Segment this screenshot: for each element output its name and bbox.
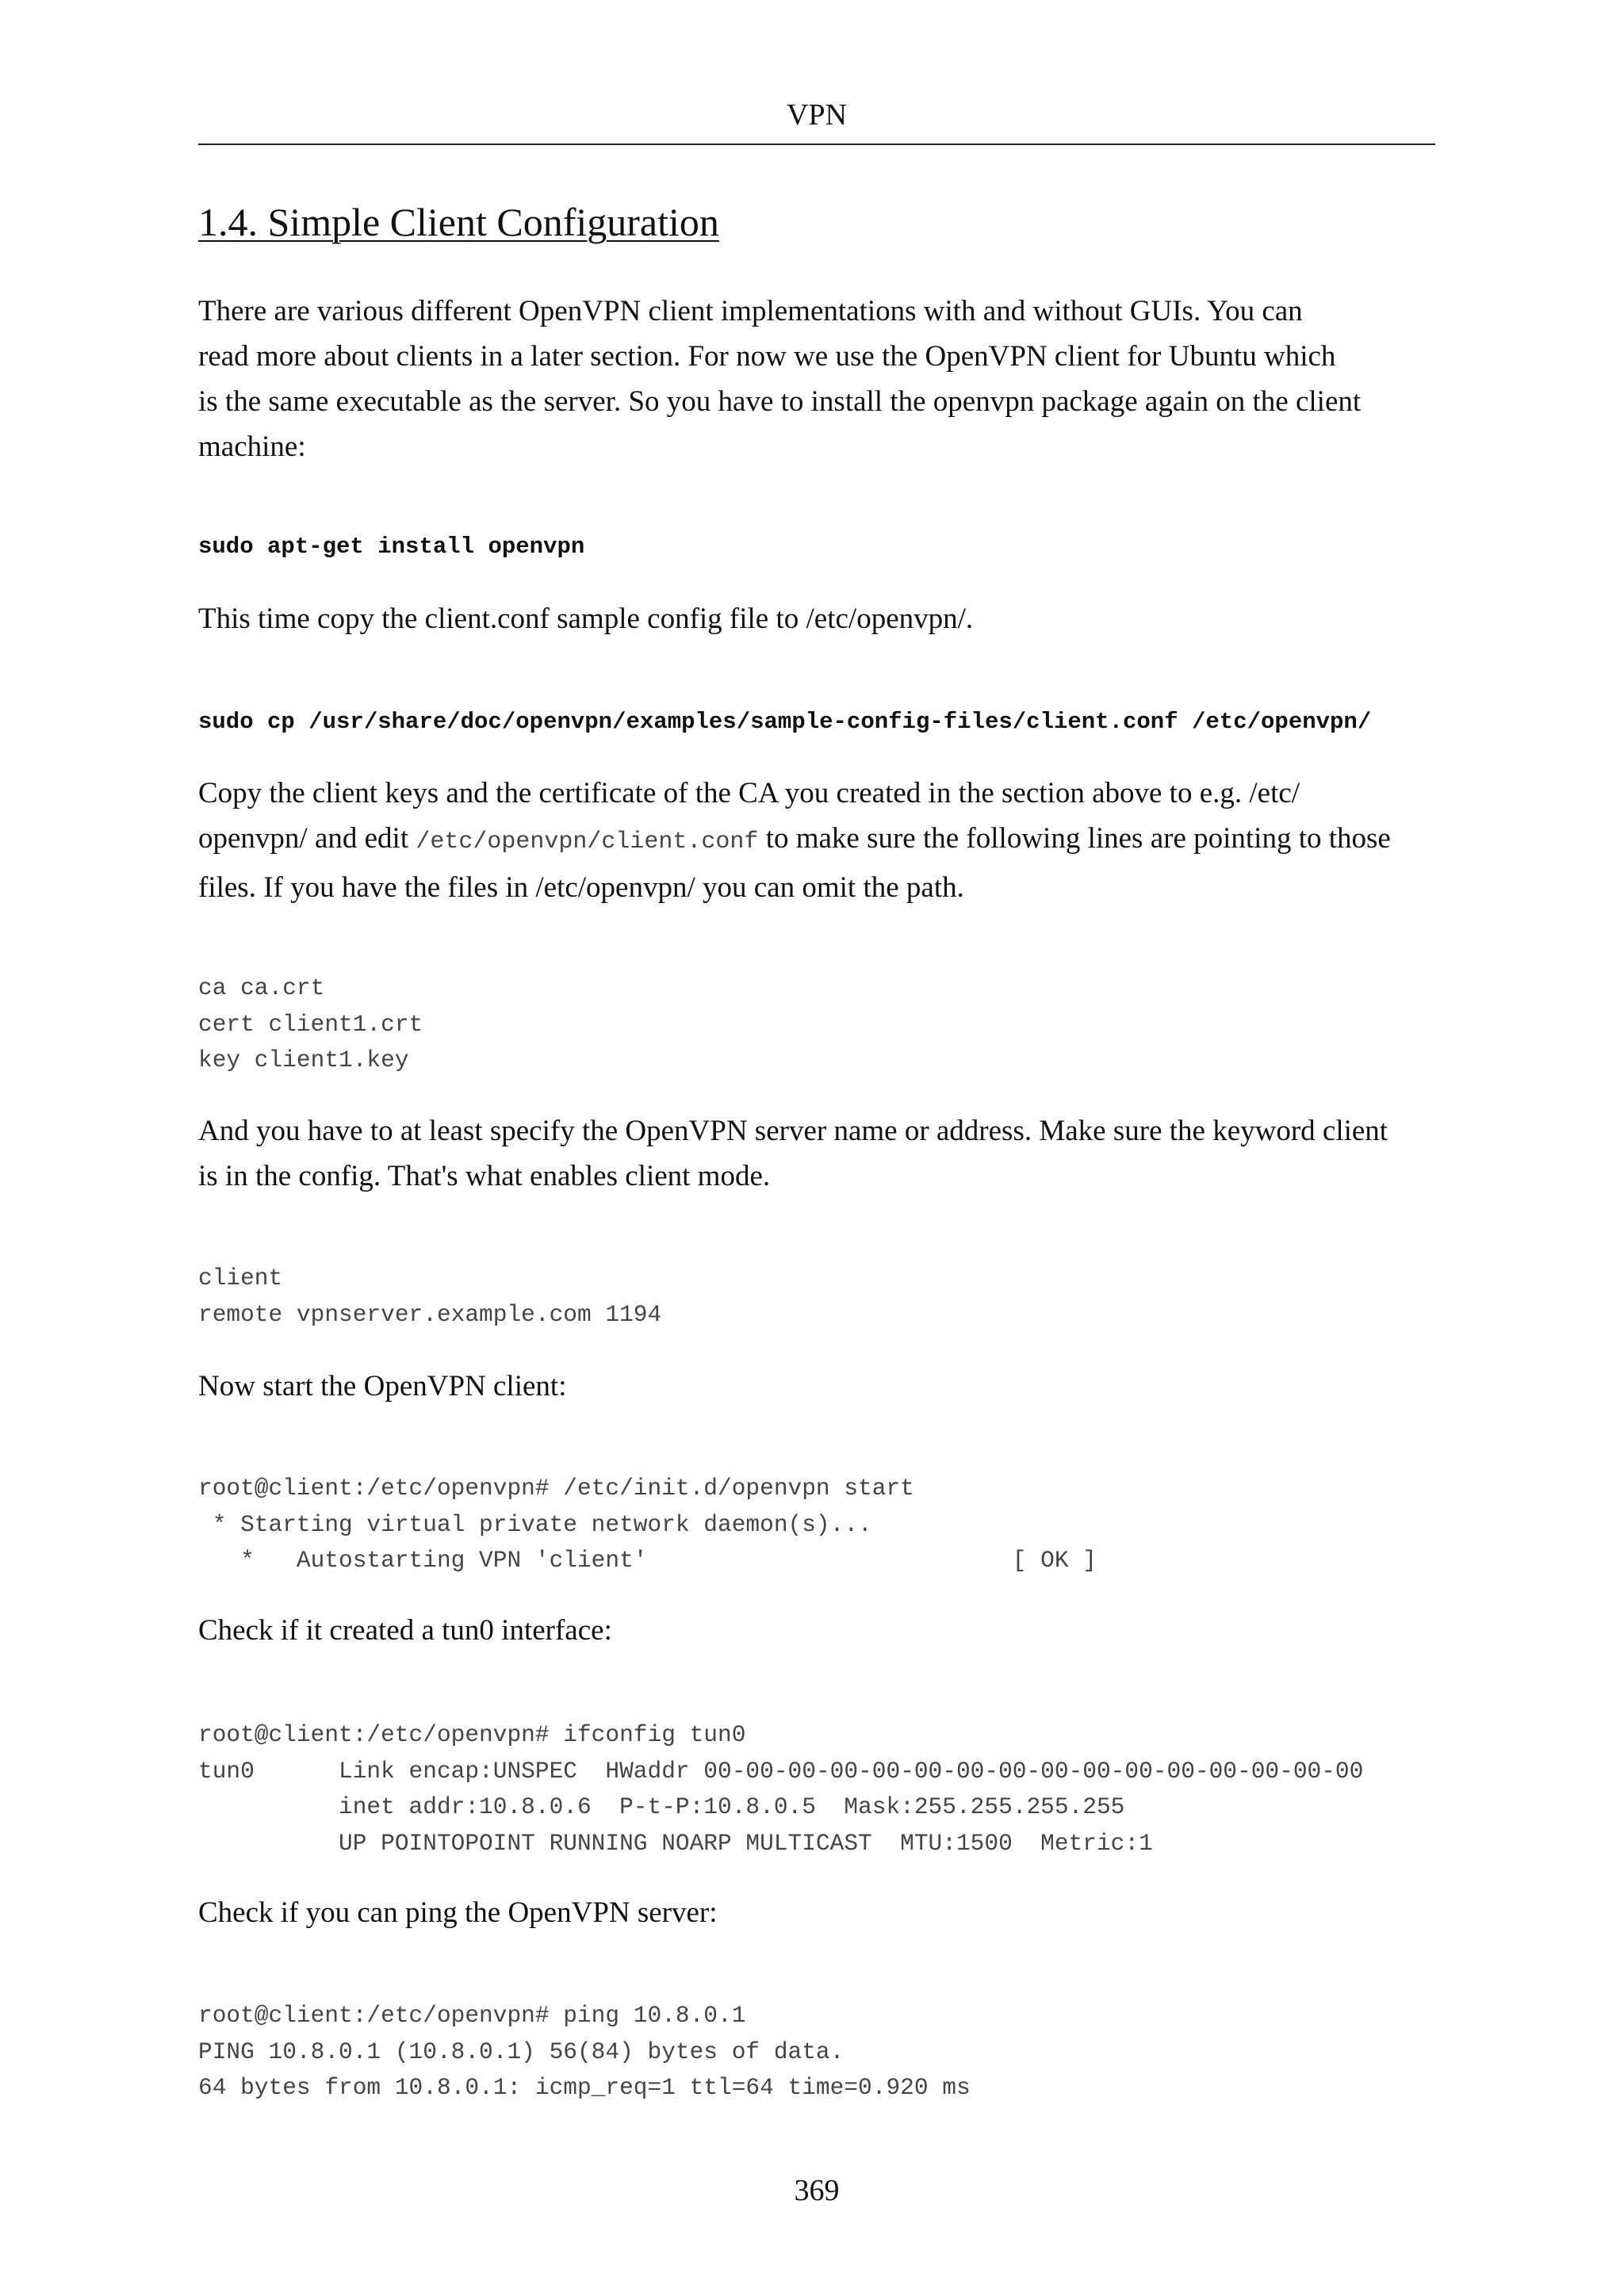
copy-command: sudo cp /usr/share/doc/openvpn/examples/sample-config-files/client.conf /etc/openvpn/ — [198, 709, 1372, 735]
code-line: client — [198, 1265, 283, 1292]
start-code-block — [198, 1471, 1097, 1579]
code-line: ca ca.crt — [198, 974, 325, 1001]
text-line: Now start the OpenVPN client: — [198, 1370, 567, 1402]
text-line: Check if it created a tun0 interface: — [198, 1614, 612, 1647]
inline-code-path: /etc/openvpn/client.conf — [416, 828, 759, 855]
text-line: There are various different OpenVPN client implementations with and without GUIs. You can — [198, 295, 1303, 327]
running-header: VPN — [786, 98, 848, 132]
text-line: is the same executable as the server. So you have to install the openvpn package again on the client — [198, 385, 1362, 418]
server-code-block — [198, 1261, 661, 1333]
code-line: 64 bytes from 10.8.0.1: icmp_req=1 ttl=64 time=0.920 ms — [198, 2074, 971, 2101]
text-line: machine: — [198, 430, 306, 463]
intro-paragraph — [198, 289, 1443, 469]
text-line: Check if you can ping the OpenVPN server: — [198, 1896, 718, 1929]
text-line — [198, 816, 1443, 865]
code-line: * Starting virtual private network daemon(s)... — [198, 1510, 872, 1538]
ping-code-block — [198, 1998, 971, 2107]
text-line: is in the config. That's what enables client mode. — [198, 1160, 771, 1192]
code-line: root@client:/etc/openvpn# ping 10.8.0.1 — [198, 2002, 746, 2029]
text-fragment: openvpn/ and edit — [198, 822, 416, 855]
ping-paragraph — [198, 1890, 1443, 1935]
text-fragment: to make sure the following lines are pointing to those — [758, 822, 1391, 855]
code-line: cert client1.crt — [198, 1010, 423, 1038]
code-line: root@client:/etc/openvpn# ifconfig tun0 — [198, 1721, 746, 1748]
code-line: UP POINTOPOINT RUNNING NOARP MULTICAST MTU:1500 Metric:1 — [198, 1829, 1153, 1857]
code-line: PING 10.8.0.1 (10.8.0.1) 56(84) bytes of data. — [198, 2038, 845, 2065]
section-title: 1.4. Simple Client Configuration — [198, 200, 719, 244]
tun-paragraph — [198, 1608, 1443, 1653]
text-line: And you have to at least specify the OpenVPN server name or address. Make sure the keyword client — [198, 1115, 1388, 1147]
text-line: files. If you have the files in /etc/openvpn/ you can omit the path. — [198, 871, 964, 904]
code-line: * Autostarting VPN 'client' [ OK ] — [198, 1547, 1097, 1574]
page-number: 369 — [794, 2174, 840, 2207]
code-line: tun0 Link encap:UNSPEC HWaddr 00-00-00-00-00-00-00-00-00-00-00-00-00-00-00-00 — [198, 1757, 1364, 1785]
install-command: sudo apt-get install openvpn — [198, 534, 585, 560]
text-line: Copy the client keys and the certificate of the CA you created in the section above to e.g. /etc/ — [198, 777, 1300, 809]
code-line: inet addr:10.8.0.6 P-t-P:10.8.0.5 Mask:255.255.255.255 — [198, 1793, 1125, 1820]
tun-code-block — [198, 1717, 1363, 1862]
text-line: read more about clients in a later section. For now we use the OpenVPN client for Ubuntu which — [198, 340, 1336, 373]
code-line: key client1.key — [198, 1047, 409, 1073]
header-rule — [198, 144, 1435, 145]
keys-paragraph — [198, 771, 1443, 910]
code-line: remote vpnserver.example.com 1194 — [198, 1300, 662, 1328]
text-line: This time copy the client.conf sample config file to /etc/openvpn/. — [198, 603, 974, 635]
server-paragraph — [198, 1108, 1443, 1199]
start-paragraph — [198, 1364, 1443, 1409]
copy-paragraph — [198, 596, 1443, 641]
keys-code-block — [198, 970, 423, 1079]
code-line: root@client:/etc/openvpn# /etc/init.d/openvpn start — [198, 1475, 914, 1502]
